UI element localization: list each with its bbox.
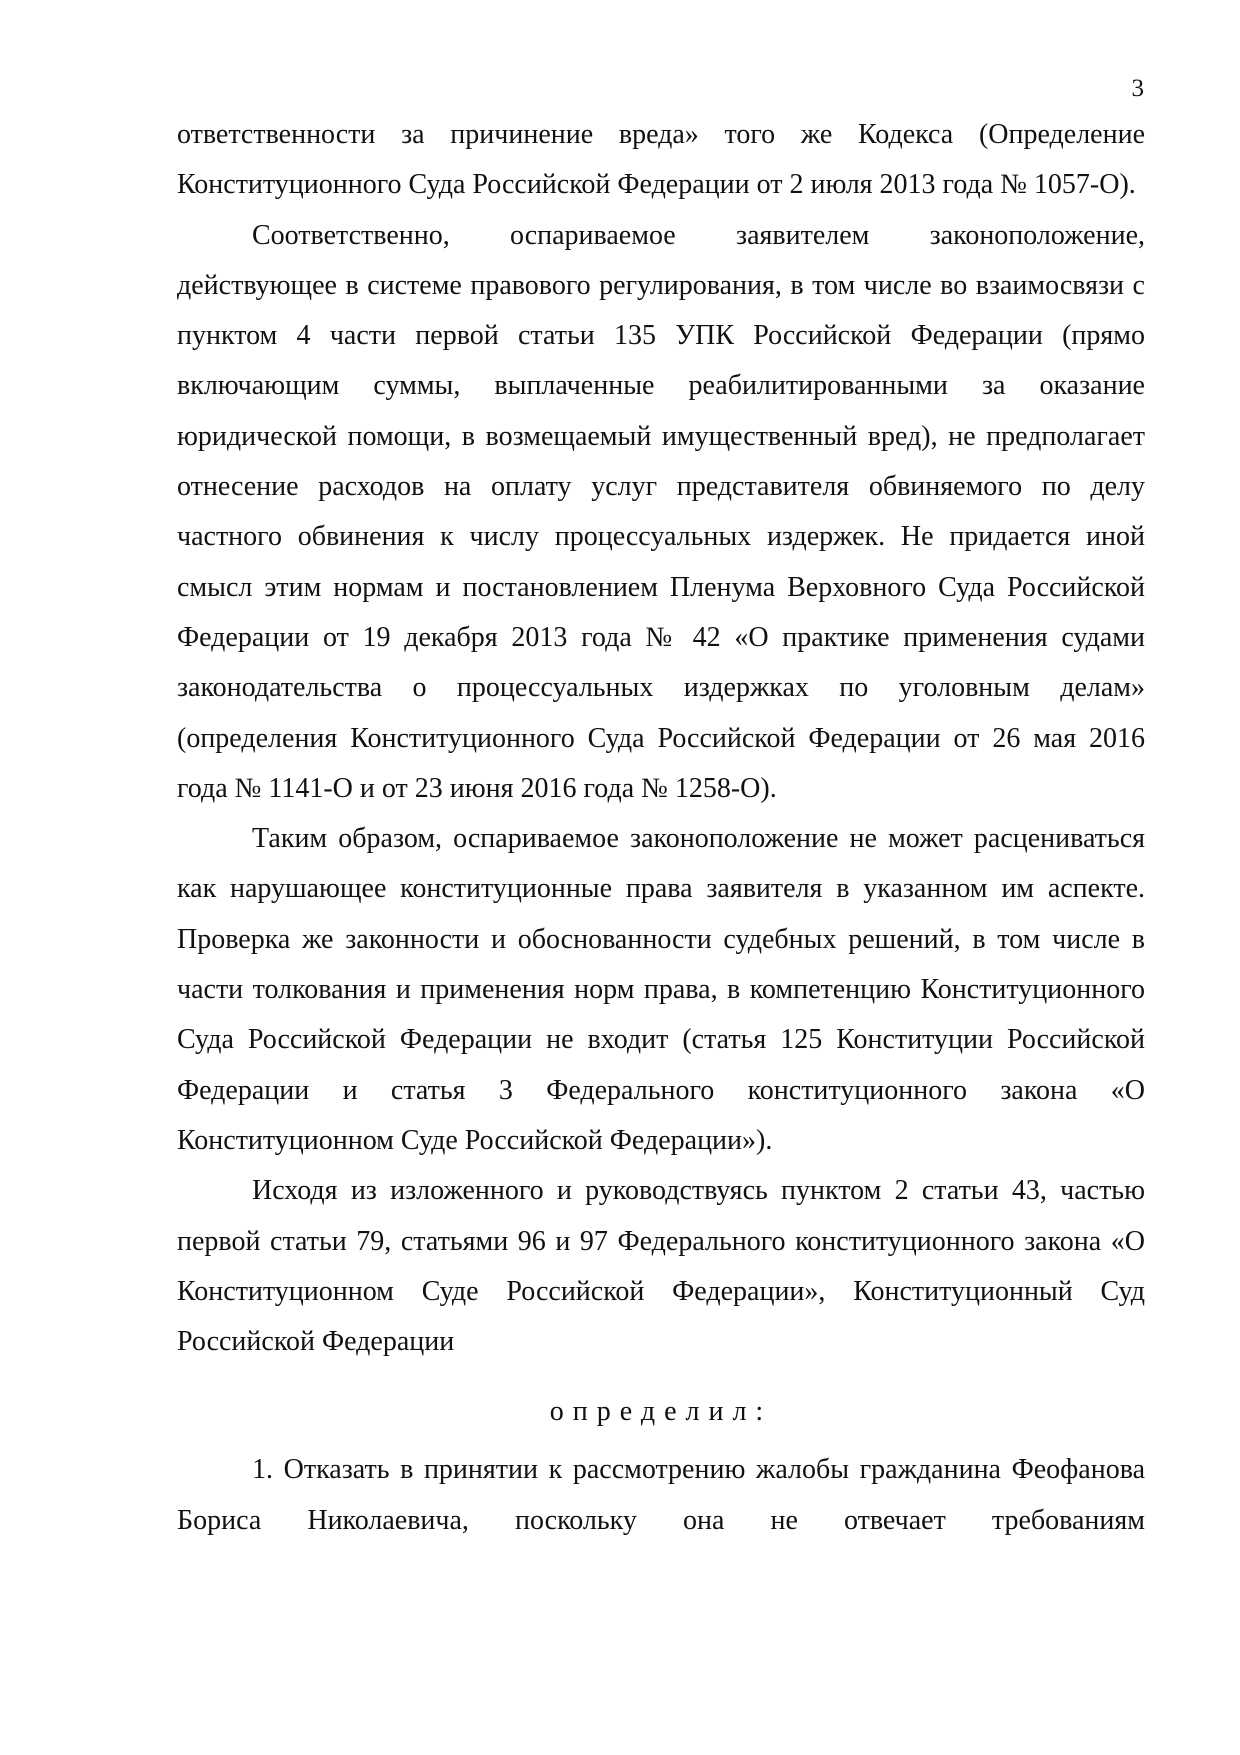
document-body	[177, 110, 1145, 1546]
paragraph-legal-position: Соответственно, оспариваемое заявителем законоположение, действующее в системе правового регулирования, в том числе во взаимосвязи с пунктом 4 части первой статьи 135 УПК Российской Федерации (прямо включающим суммы, выплаченные реабилитированными за оказание юридической помощи, в возмещаемый имущественный вред), не предполагает отнесение расходов на оплату услуг представителя обвиняемого по делу частного обвинения к числу процессуальных издержек. Не придается иной смысл этим нормам и постановлением Пленума Верховного Суда Российской Федерации от 19 декабря 2013 года № 42 «О практике применения судами законодательства о процессуальных издержках по уголовным делам» (определения Конституционного Суда Российской Федерации от 26 мая 2016 года № 1141-О и от 23 июня 2016 года № 1258-О).	[177, 219, 1145, 804]
page-number: 3	[1131, 75, 1144, 102]
paragraph-grounds: Исходя из изложенного и руководствуясь пунктом 2 статьи 43, частью первой статьи 79, статьями 96 и 97 Федерального конституционного закона «О Конституционном Суде Российской Федерации», Конституционный Суд Российской Федерации	[177, 1175, 1145, 1358]
paragraph-continuation: ответственности за причинение вреда» того же Кодекса (Определение Конституционного Суда Российской Федерации от 2 июля 2013 года № 1057-О).	[177, 119, 1145, 201]
paragraph-conclusion: Таким образом, оспариваемое законоположение не может расцениваться как нарушающее конституционные права заявителя в указанном им аспекте. Проверка же законности и обоснованности судебных решений, в том числе в части толкования и применения норм права, в компетенцию Конституционного Суда Российской Федерации не входит (статья 125 Конституции Российской Федерации и статья 3 Федерального конституционного закона «О Конституционном Суде Российской Федерации»).	[177, 823, 1145, 1156]
ruling-item-1: 1. Отказать в принятии к рассмотрению жалобы гражданина Феофанова Бориса Николаевича, поскольку она не отвечает требованиям	[177, 1454, 1145, 1536]
ruling-heading: определил:	[549, 1396, 773, 1428]
